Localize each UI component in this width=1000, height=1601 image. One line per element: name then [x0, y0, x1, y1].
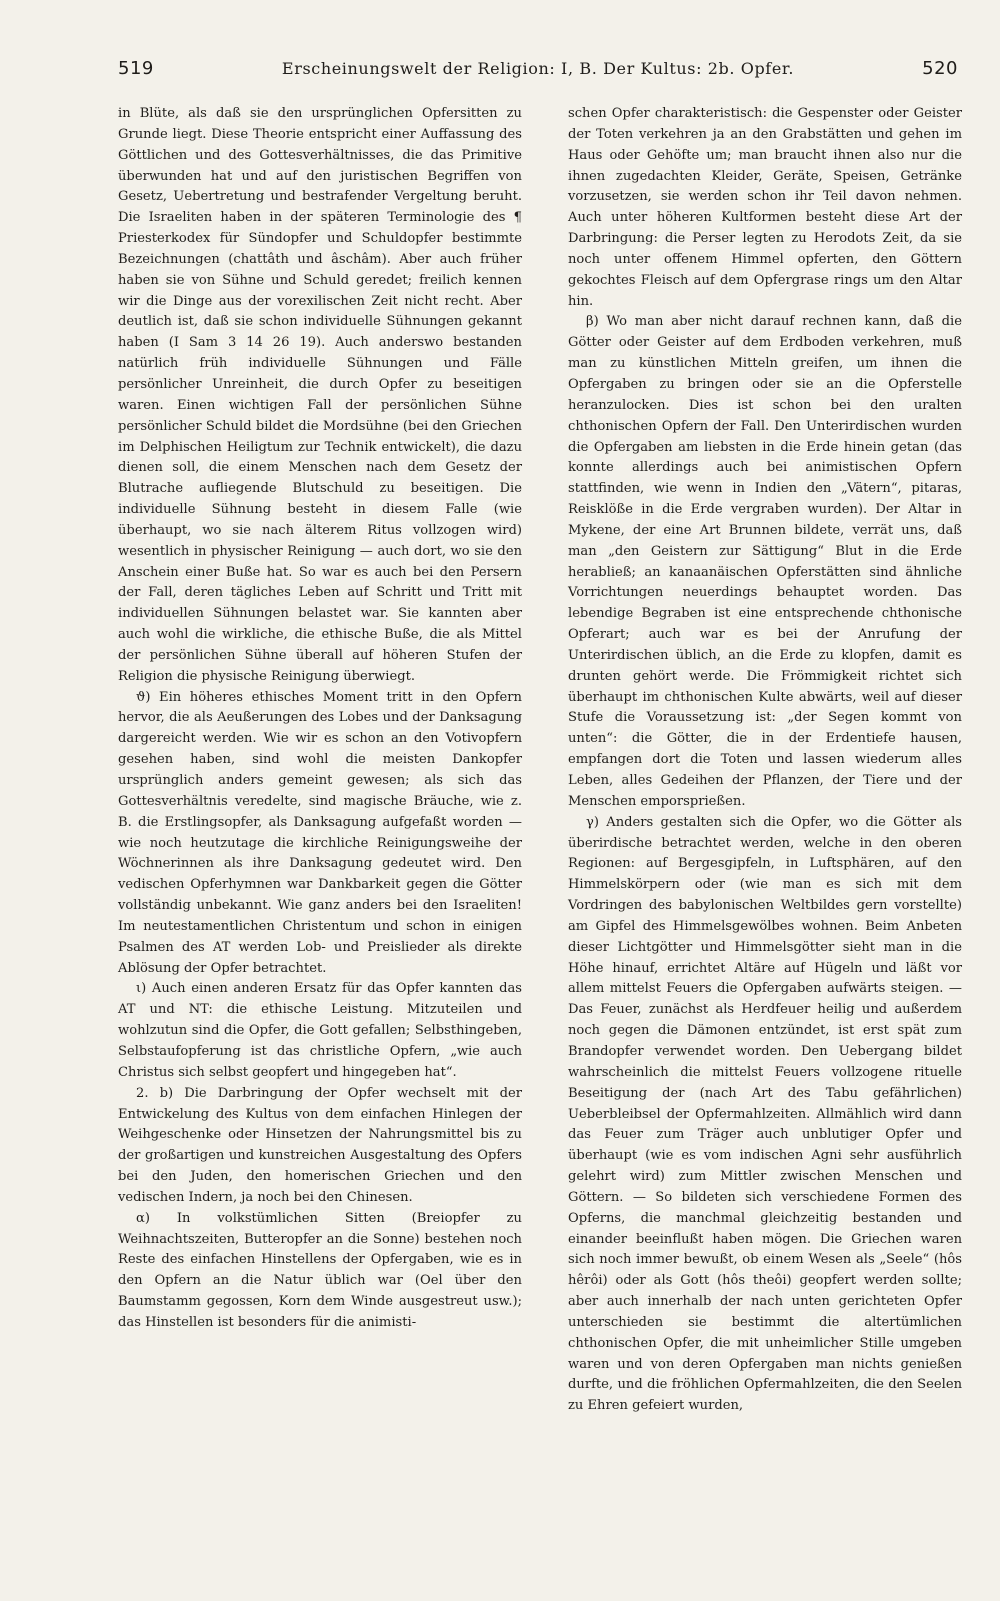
left-page-number: 519	[118, 58, 154, 79]
page-header	[118, 58, 958, 88]
paragraph: in Blüte, als daß sie den ursprünglichen Opfersitten zu Grunde liegt. Diese Theorie entspricht einer Auffassung des Göttlichen und des Gottesverhältnisses, die das Primitive überwunden hat und auf den juristischen Begriffen von Gesetz, Uebertretung und bestrafender Vergeltung beruht. Die Israeliten haben in der späteren Terminologie des ¶ Priesterkodex für Sündopfer und Schuldopfer bestimmte Bezeichnungen (chattâth und âschâm). Aber auch früher haben sie von Sühne und Schuld geredet; freilich kennen wir die Dinge aus der vorexilischen Zeit nicht recht. Aber deutlich ist, daß sie schon individuelle Sühnungen gekannt haben (I Sam 3 14 26 19). Auch anderswo bestanden natürlich früh individuelle Sühnungen und Fälle persönlicher Unreinheit, die durch Opfer zu beseitigen waren. Einen wichtigen Fall der persönlichen Sühne persönlicher Schuld bildet die Mordsühne (bei den Griechen im Delphischen Heiligtum zur Technik entwickelt), die dazu dienen soll, die einem Menschen nach dem Gesetz der Blutrache aufliegende Blutschuld zu beseitigen. Die individuelle Sühnung besteht in diesem Falle (wie überhaupt, wo sie nach älterem Ritus vollzogen wird) wesentlich in physischer Reinigung — auch dort, wo sie den Anschein einer Buße hat. So war es auch bei den Persern der Fall, deren tägliches Leben auf Schritt und Tritt mit individuellen Sühnungen belastet war. Sie kannten aber auch wohl die wirkliche, die ethische Buße, die als Mittel der persönlichen Sühne überall auf höheren Stufen der Religion die physische Reinigung überwiegt.	[118, 106, 522, 684]
right-text-column	[568, 104, 962, 1417]
paragraph: 2. b) Die Darbringung der Opfer wechselt mit der Entwickelung des Kultus von dem einfachen Hinlegen der Weihgeschenke oder Hinsetzen der Nahrungsmittel bis zu der großartigen und kunstreichen Ausgestaltung des Opfers bei den Juden, den homerischen Griechen und den vedischen Indern, ja noch bei den Chinesen.	[118, 1085, 522, 1205]
paragraph: β) Wo man aber nicht darauf rechnen kann, daß die Götter oder Geister auf dem Erdboden verkehren, muß man zu künstlichen Mitteln greifen, um ihnen die Opfergaben zu bringen oder sie an die Opferstelle heranzulocken. Dies ist schon bei den uralten chthonischen Opfern der Fall. Den Unterirdischen wurden die Opfergaben am liebsten in die Erde hinein getan (das konnte allerdings auch bei animistischen Opfern stattfinden, wie wenn in Indien den „Vätern“, pitaras, Reisklöße in die Erde vergraben wurden). Der Altar in Mykene, der eine Art Brunnen bildete, verrät uns, daß man „den Geistern zur Sättigung“ Blut in die Erde herabließ; an kanaanäischen Opferstätten sind ähnliche Vorrichtungen neuerdings behauptet worden. Das lebendige Begraben ist eine entsprechende chthonische Opferart; auch war es bei der Anrufung der Unterirdischen üblich, an die Erde zu klopfen, damit es drunten gehört werde. Die Frömmigkeit richtet sich überhaupt im chthonischen Kulte abwärts, weil auf dieser Stufe die Voraussetzung ist: „der Segen kommt von unten“: die Götter, die in der Erdentiefe hausen, empfangen dort die Toten und lassen wiederum alles Leben, alles Gedeihen der Pflanzen, der Tiere und der Menschen emporsprießen.	[568, 314, 962, 809]
paragraph: schen Opfer charakteristisch: die Gespenster oder Geister der Toten verkehren ja an den Grabstätten und gehen im Haus oder Gehöfte um; man braucht ihnen also nur die ihnen zugedachten Kleider, Geräte, Speisen, Getränke vorzusetzen, sie werden schon ihr Teil davon nehmen. Auch unter höheren Kultformen besteht diese Art der Darbringung: die Perser legten zu Herodots Zeit, da sie noch unter offenem Himmel opferten, den Göttern gekochtes Fleisch auf dem Opfergrase rings um den Altar hin.	[568, 106, 962, 309]
running-title: Erscheinungswelt der Religion: I, B. Der Kultus: 2b. Opfer.	[281, 59, 795, 78]
right-page-number: 520	[922, 58, 958, 79]
paragraph: ι) Auch einen anderen Ersatz für das Opfer kannten das AT und NT: die ethische Leistung. Mitzuteilen und wohlzutun sind die Opfer, die Gott gefallen; Selbsthingeben, Selbstaufopferung ist das christliche Opfern, „wie auch Christus sich selbst geopfert und hingegeben hat“.	[118, 981, 522, 1080]
paragraph: α) In volkstümlichen Sitten (Breiopfer zu Weihnachtszeiten, Butteropfer an die Sonne) bestehen noch Reste des einfachen Hinstellens der Opfergaben, wie es in den Opfern an die Natur üblich war (Oel über den Baumstamm gegossen, Korn dem Winde ausgestreut usw.); das Hinstellen ist besonders für die animisti-	[118, 1210, 522, 1330]
paragraph: γ) Anders gestalten sich die Opfer, wo die Götter als überirdische betrachtet werden, welche in den oberen Regionen: auf Bergesgipfeln, in Luftsphären, auf den Himmelskörpern oder (wie man es sich mit dem Vordringen des babylonischen Weltbildes gern vorstellte) am Gipfel des Himmelsgewölbes wohnen. Beim Anbeten dieser Lichtgötter und Himmelsgötter sieht man in die Höhe hinauf, errichtet Altäre auf Hügeln und läßt vor allem mittelst Feuers die Opfergaben aufwärts steigen. — Das Feuer, zunächst als Herdfeuer heilig und außerdem noch gegen die Dämonen entzündet, ist erst spät zum Brandopfer verwendet worden. Den Uebergang bildet wahrscheinlich die mittelst Feuers vollzogene rituelle Beseitigung der (nach Art des Tabu gefährlichen) Ueberbleibsel der Opfermahlzeiten. Allmählich wird dann das Feuer zum Träger auch unblutiger Opfer und überhaupt (wie es vom indischen Agni sehr ausführlich gelehrt wird) zum Mittler zwischen Menschen und Göttern. — So bildeten sich verschiedene Formen des Opferns, die manchmal gleichzeitig bestanden und einander beeinflußt haben mögen. Die Griechen waren sich noch immer bewußt, ob einem Wesen als „Seele“ (hôs hêrôi) oder als Gott (hôs theôi) geopfert werden sollte; aber auch innerhalb der nach unten gerichteten Opfer unterschieden sie bestimmt die altertümlichen chthonischen Opfer, die mit unheimlicher Stille umgeben waren und von deren Opfergaben man nichts genießen durfte, und die fröhlichen Opfermahlzeiten, die den Seelen zu Ehren gefeiert wurden,	[568, 814, 962, 1414]
paragraph: ϑ) Ein höheres ethisches Moment tritt in den Opfern hervor, die als Aeußerungen des Lobes und der Danksagung dargereicht werden. Wie wir es schon an den Votivopfern gesehen haben, sind wohl die meisten Dankopfer ursprünglich anders gemeint gewesen; als sich das Gottesverhältnis veredelte, sind magische Bräuche, wie z. B. die Erstlingsopfer, als Danksagung aufgefaßt worden — wie noch heutzutage die kirchliche Reinigungsweihe der Wöchnerinnen als ihre Danksagung gedeutet wird. Den vedischen Opferhymnen war Dankbarkeit gegen die Götter vollständig unbekannt. Wie ganz anders bei den Israeliten! Im neutestamentlichen Christentum und schon in einigen Psalmen des AT werden Lob- und Preislieder als direkte Ablösung der Opfer betrachtet.	[118, 689, 522, 976]
left-text-column	[118, 104, 522, 1334]
